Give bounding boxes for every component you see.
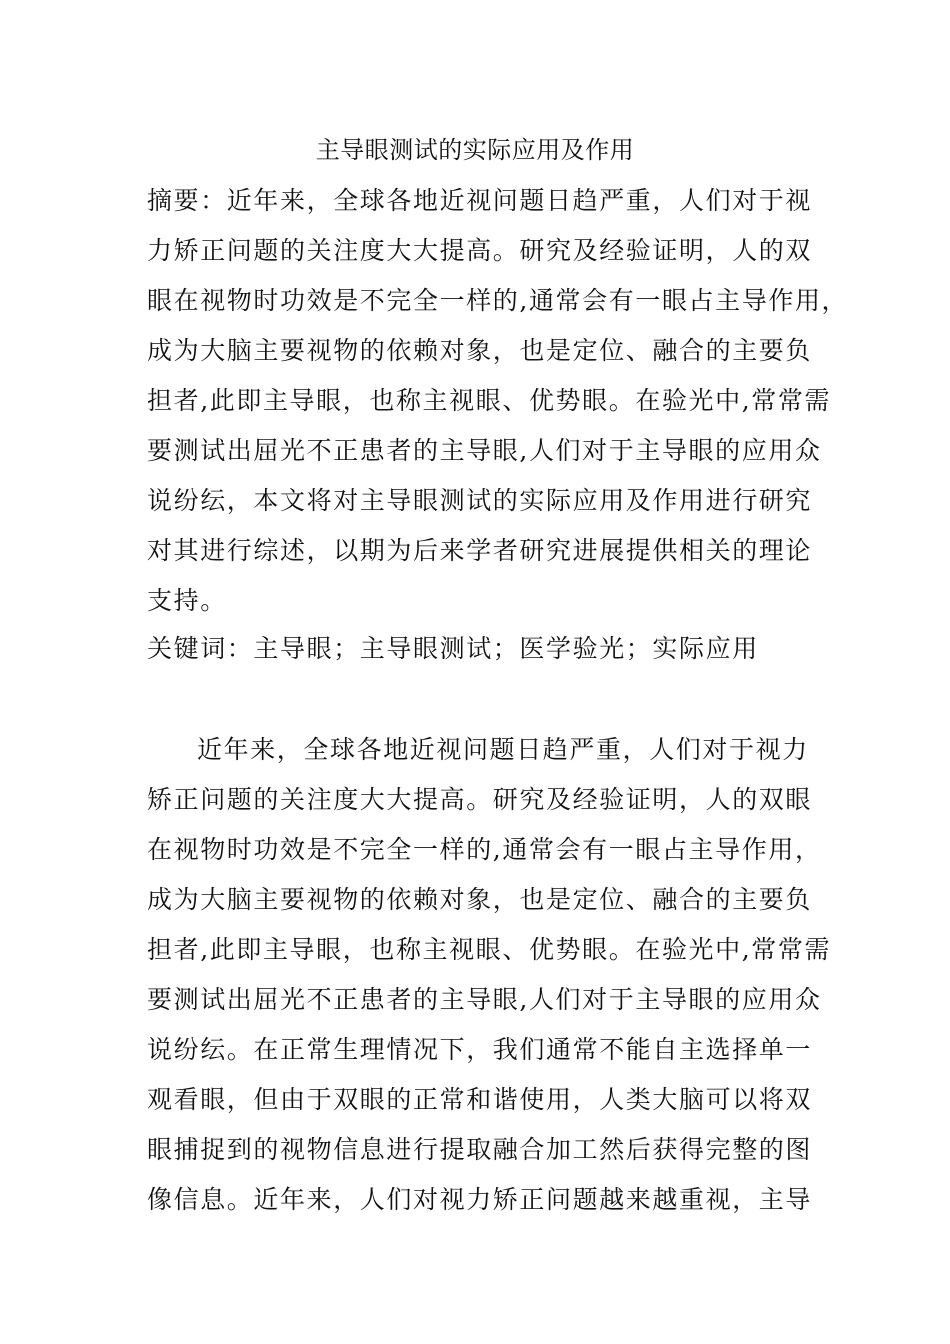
- abstract-line: 要测试出屈光不正患者的主导眼,人们对于主导眼的应用众: [147, 436, 822, 465]
- abstract-line: 说纷纭，本文将对主导眼测试的实际应用及作用进行研究: [147, 486, 813, 515]
- abstract-line: 眼在视物时功效是不完全一样的,通常会有一眼占主导作用，: [147, 286, 849, 315]
- body-line: 担者,此即主导眼，也称主视眼、优势眼。在验光中,常常需: [147, 935, 832, 964]
- body-line: 眼捕捉到的视物信息进行提取融合加工然后获得完整的图: [147, 1135, 813, 1164]
- abstract-line: 对其进行综述，以期为后来学者研究进展提供相关的理论: [147, 536, 813, 565]
- abstract-line: 担者,此即主导眼，也称主视眼、优势眼。在验光中,常常需: [147, 386, 832, 415]
- abstract-line: 力矫正问题的关注度大大提高。研究及经验证明，人的双: [147, 236, 813, 265]
- abstract-line: 成为大脑主要视物的依赖对象，也是定位、融合的主要负: [147, 336, 813, 365]
- body-line: 要测试出屈光不正患者的主导眼,人们对于主导眼的应用众: [147, 985, 822, 1014]
- document-title: 主导眼测试的实际应用及作用: [315, 136, 635, 164]
- body-line: 近年来，全球各地近视问题日趋严重，人们对于视力: [197, 735, 809, 764]
- body-line: 观看眼，但由于双眼的正常和谐使用，人类大脑可以将双: [147, 1085, 813, 1114]
- keywords-line: 关键词：主导眼；主导眼测试；医学验光；实际应用: [147, 634, 759, 663]
- abstract-line: 支持。: [147, 586, 227, 615]
- body-line: 在视物时功效是不完全一样的,通常会有一眼占主导作用，: [147, 835, 822, 864]
- abstract-line: 摘要：近年来，全球各地近视问题日趋严重，人们对于视: [147, 186, 813, 215]
- body-line: 矫正问题的关注度大大提高。研究及经验证明，人的双眼: [147, 785, 813, 814]
- body-line: 说纷纭。在正常生理情况下，我们通常不能自主选择单一: [147, 1035, 813, 1064]
- body-line: 成为大脑主要视物的依赖对象，也是定位、融合的主要负: [147, 885, 813, 914]
- body-line: 像信息。近年来，人们对视力矫正问题越来越重视，主导: [147, 1185, 813, 1214]
